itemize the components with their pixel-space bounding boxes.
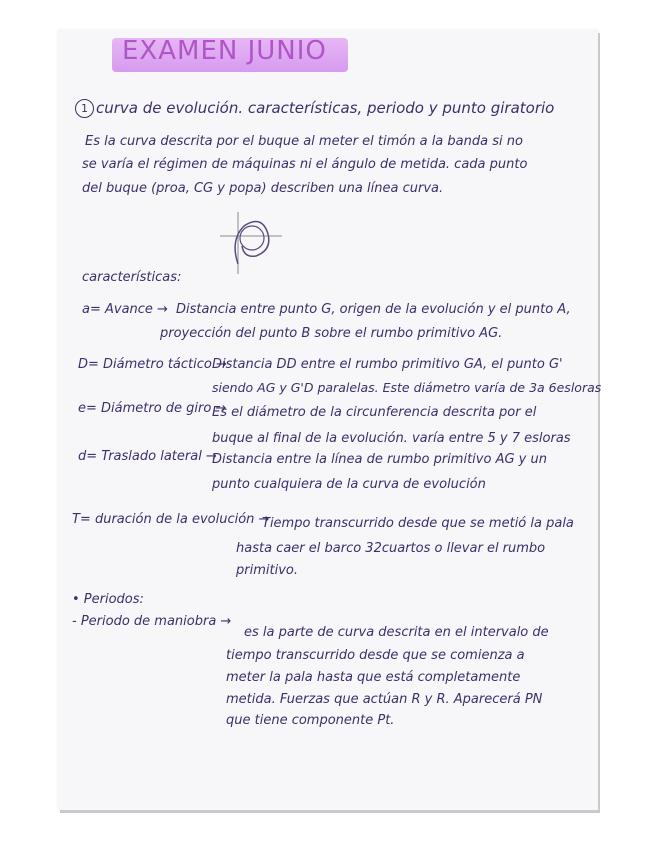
intro-line-1: Es la curva descrita por el buque al meter el timón a la banda si no (85, 134, 523, 149)
item-text-diametro-giro-2: buque al final de la evolución. varía entre 5 y 7 esloras (212, 431, 571, 446)
periodo-maniobra-text-2: tiempo transcurrido desde que se comienza a (226, 648, 525, 663)
periodos-label: • Periodos: (72, 592, 144, 607)
item-text-diametro-giro-1: Es el diámetro de la circunferencia descrita por el (212, 405, 537, 420)
periodo-maniobra-text-3: meter la pala hasta que está completamente (226, 670, 521, 685)
intro-line-2: se varía el régimen de máquinas ni el ángulo de metida. cada punto (82, 157, 528, 172)
periodo-maniobra-label: - Periodo de maniobra → (72, 614, 232, 629)
item-label-duracion: T= duración de la evolución → (72, 512, 270, 527)
item-text-duracion-3: primitivo. (236, 563, 298, 578)
intro-line-3: del buque (proa, CG y popa) describen una línea curva. (82, 181, 444, 196)
page-title: EXAMEN JUNIO (122, 36, 327, 66)
turning-circle-sketch (216, 210, 286, 276)
item-label-diametro-giro: e= Diámetro de giro → (78, 401, 227, 416)
caracteristicas-label: características: (82, 270, 182, 285)
item-text-avance-2: proyección del punto B sobre el rumbo primitivo AG. (160, 326, 503, 341)
item-text-duracion-1: Tiempo transcurrido desde que se metió la pala (262, 516, 574, 531)
periodo-maniobra-text-5: que tiene componente Pt. (226, 713, 395, 728)
item-text-traslado-lateral-1: Distancia entre la línea de rumbo primitivo AG y un (212, 452, 547, 467)
item-text-duracion-2: hasta caer el barco 32cuartos o llevar el rumbo (236, 541, 546, 556)
item-label-traslado-lateral: d= Traslado lateral → (78, 449, 217, 464)
item-text-avance-1: Distancia entre punto G, origen de la evolución y el punto A, (176, 302, 571, 317)
question-heading: curva de evolución. características, periodo y punto giratorio (96, 99, 555, 117)
item-label-diametro-tactico: D= Diámetro táctico → (78, 357, 227, 372)
item-text-diametro-tactico-2: siendo AG y G'D paralelas. Este diámetro varía de 3a 6esloras (212, 380, 602, 395)
question-number: 1 (75, 99, 94, 118)
item-label-avance: a= Avance → (82, 302, 168, 317)
item-text-traslado-lateral-2: punto cualquiera de la curva de evolución (212, 477, 486, 492)
periodo-maniobra-text-4: metida. Fuerzas que actúan R y R. Aparecerá PN (226, 692, 543, 707)
item-text-diametro-tactico-1: Distancia DD entre el rumbo primitivo GA, el punto G' (212, 357, 563, 372)
periodo-maniobra-text-1: es la parte de curva descrita en el intervalo de (244, 625, 549, 640)
